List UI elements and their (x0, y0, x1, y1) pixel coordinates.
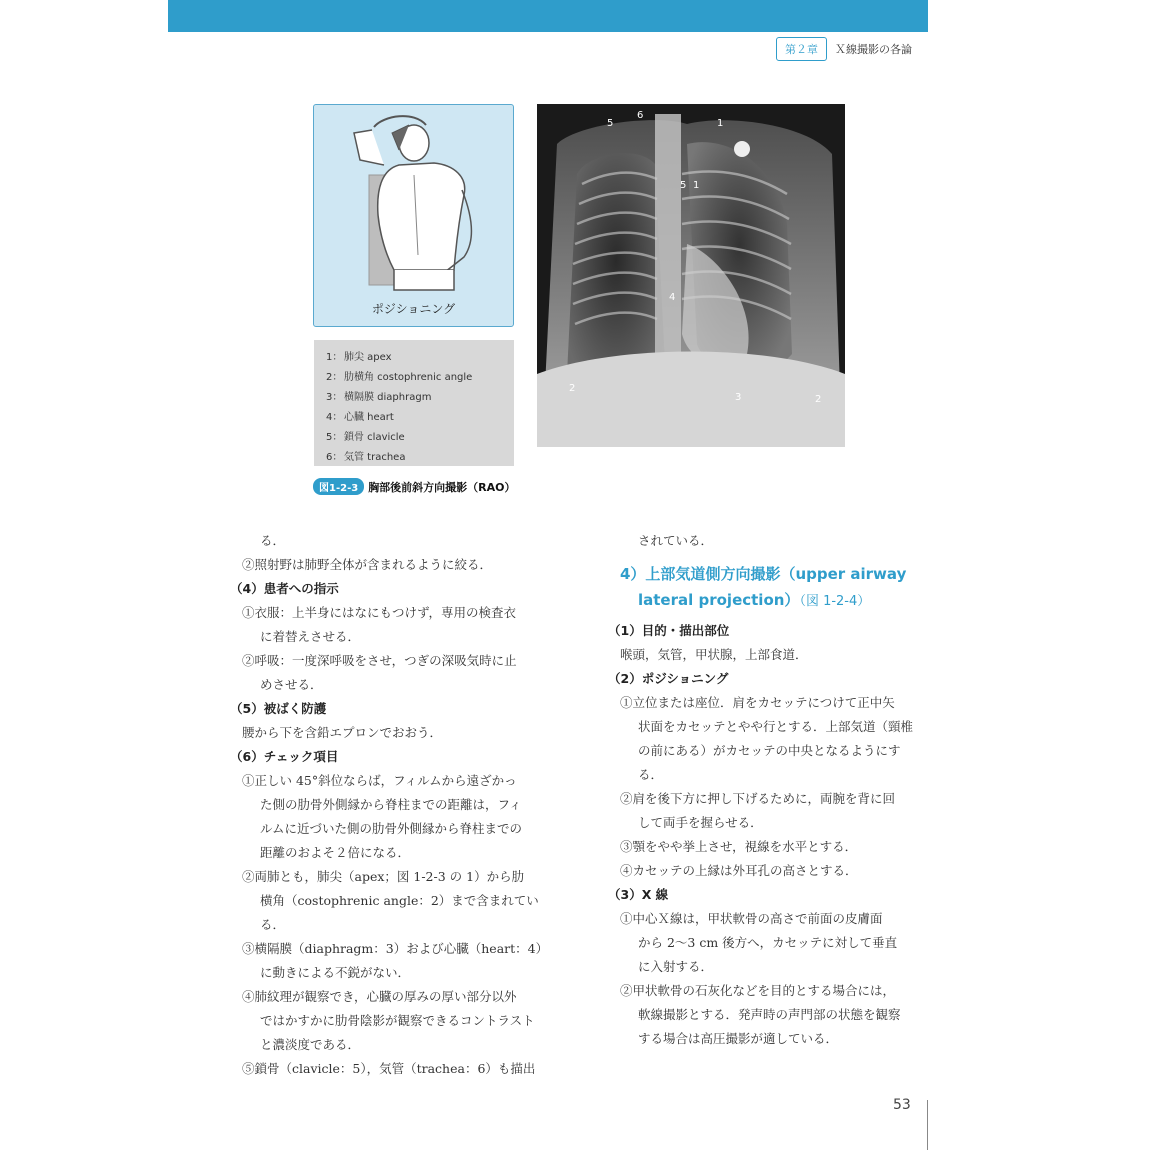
figure-caption (313, 478, 516, 495)
text-line: から 2〜3 cm 後方へ，カセッテに対して垂直 (638, 935, 898, 950)
text-line: ②甲状軟骨の石灰化などを目的とする場合には， (620, 983, 896, 998)
text-line: して両手を握らせる． (638, 815, 763, 830)
legend-item: 1： 肺尖 apex (326, 352, 392, 363)
text-line: ①立位または座位．肩をカセッテにつけて正中矢 (620, 695, 895, 710)
xray-label: 1 (717, 118, 724, 129)
legend-item: 5： 鎖骨 clavicle (326, 432, 405, 443)
xray-label: 6 (637, 110, 644, 121)
text-line: めさせる． (260, 677, 323, 692)
text-line: に動きによる不鋭がない． (260, 965, 411, 980)
section-title-cont: lateral projection）（図 1-2-4） (638, 591, 871, 609)
figure-title: 胸部後前斜方向撮影（RAO） (368, 480, 516, 494)
text-line: ②照射野は肺野全体が含まれるように絞る． (242, 557, 493, 572)
text-line: る． (638, 767, 664, 782)
text-line: ④肺紋理が観察でき，心臓の厚みの厚い部分以外 (242, 989, 517, 1004)
text-line: ①衣服：上半身にはなにもつけず，専用の検査衣 (242, 605, 517, 620)
header-bar (168, 0, 928, 32)
text-line: る． (260, 533, 286, 548)
text-line: ④カセッテの上縁は外耳孔の高さとする． (620, 863, 858, 878)
legend-item: 3： 横隔膜 diaphragm (326, 392, 432, 403)
subheading: （3）X 線 (608, 887, 669, 902)
text-line: ③顎をやや挙上させ，視線を水平とする． (620, 839, 858, 854)
chapter-tab: 第２章 (776, 37, 827, 61)
subheading: （2）ポジショニング (608, 671, 729, 686)
positioning-figure-icon (314, 105, 512, 295)
text-line: 距離のおよそ２倍になる． (260, 845, 411, 860)
positioning-illustration (313, 104, 514, 327)
subheading: （4）患者への指示 (230, 581, 339, 596)
text-line: る． (260, 917, 286, 932)
text-line: 喉頭，気管，甲状腺，上部食道． (620, 647, 808, 662)
xray-label: 2 (815, 394, 822, 405)
section-title: 4）上部気道側方向撮影（upper airway (620, 565, 907, 583)
xray-label: 1 (693, 180, 700, 191)
figure-legend (314, 340, 514, 466)
right-text-column (608, 529, 938, 1051)
text-line: ②両肺とも，肺尖（apex；図 1-2-3 の 1）から肋 (242, 869, 525, 884)
text-line: 腰から下を含鉛エプロンでおおう． (242, 725, 443, 740)
page-number: 53 (893, 1097, 911, 1113)
subheading: （1）目的・描出部位 (608, 623, 730, 638)
text-line: 横角（costophrenic angle：2）まで含まれてい (260, 893, 539, 908)
right-text-lines (608, 619, 938, 1051)
text-line: ルムに近づいた側の肋骨外側縁から脊柱までの (260, 821, 523, 836)
text-line: 状面をカセッテとやや行とする．上部気道（頸椎 (638, 719, 914, 734)
xray-label: 5 (680, 180, 687, 191)
text-line: た側の肋骨外側縁から脊柱までの距離は，フィ (260, 797, 522, 812)
subheading: （6）チェック項目 (230, 749, 339, 764)
text-line: ②肩を後下方に押し下げるために，両腕を背に回 (620, 791, 896, 806)
text-line: ①中心Ｘ線は，甲状軟骨の高さで前面の皮膚面 (620, 911, 883, 926)
xray-icon (537, 104, 845, 447)
text-line: されている． (638, 533, 714, 548)
xray-label: 2 (569, 383, 576, 394)
text-line: ではかすかに肋骨陰影が観察できるコントラスト (260, 1013, 535, 1028)
xray-label: 5 (607, 118, 614, 129)
xray-label: 4 (669, 292, 676, 303)
figure-number-badge: 図1-2-3 (313, 478, 364, 495)
legend-item: 2： 肋横角 costophrenic angle (326, 372, 473, 383)
xray-label: 3 (735, 392, 742, 403)
chapter-title: Ｘ線撮影の各論 (835, 43, 912, 56)
text-line: に着替えさせる． (260, 629, 361, 644)
chapter-header (776, 36, 912, 62)
page-number-rule (927, 1100, 928, 1150)
legend-item: 6： 気管 trachea (326, 452, 406, 463)
text-line: ①正しい 45°斜位ならば，フィルムから遠ざかっ (242, 773, 517, 788)
left-text-column (230, 529, 560, 1081)
text-line: ②呼吸：一度深呼吸をさせ，つぎの深吸気時に止 (242, 653, 517, 668)
text-line: に入射する． (638, 959, 714, 974)
chest-xray-image (537, 104, 845, 447)
text-line: する場合は高圧撮影が適している． (638, 1031, 839, 1046)
text-line: と濃淡度である． (260, 1037, 361, 1052)
positioning-label: ポジショニング (371, 302, 456, 316)
text-line: ⑤鎖骨（clavicle：5），気管（trachea：6）も描出 (242, 1061, 536, 1076)
text-line: の前にある）がカセッテの中央となるようにす (638, 743, 901, 758)
text-line: ③横隔膜（diaphragm：3）および心臓（heart：4） (242, 941, 549, 956)
subheading: （5）被ばく防護 (230, 701, 327, 716)
text-line: 軟線撮影とする．発声時の声門部の状態を観察 (638, 1007, 901, 1022)
legend-item: 4： 心臓 heart (326, 412, 394, 423)
